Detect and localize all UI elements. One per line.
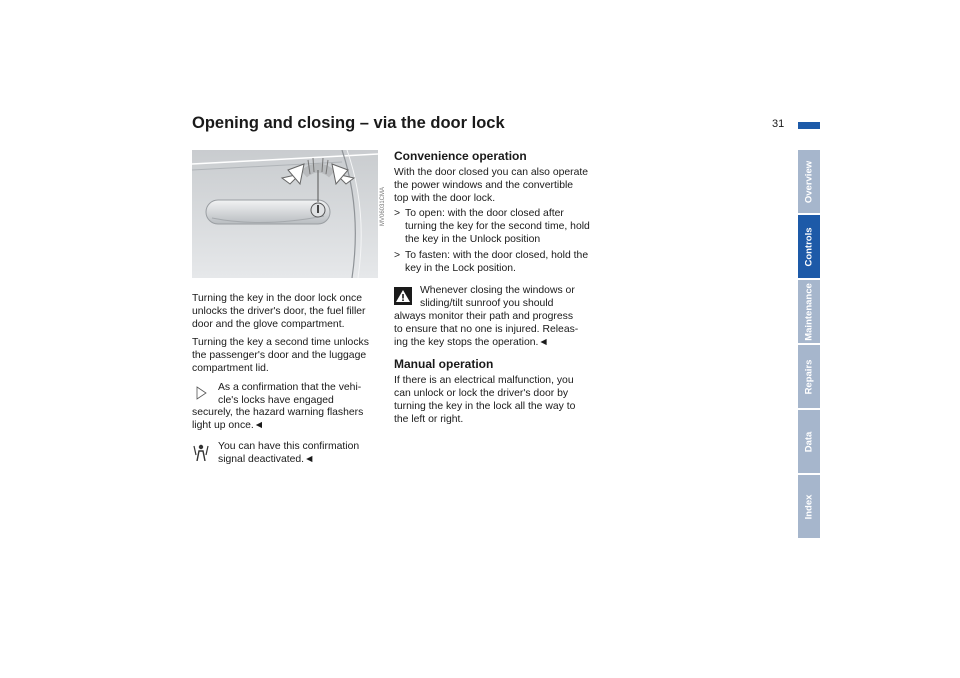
left-column: [192, 293, 382, 475]
tab-label: Overview: [803, 160, 815, 203]
page-title: Opening and closing – via the door lock: [192, 114, 505, 132]
list-item-text: To open: with the door closed after turning the key for the second time, hold the key in the Unlock position: [405, 208, 590, 245]
list-item-text: To fasten: with the door closed, hold the key in the Lock position.: [405, 249, 589, 274]
convenience-heading: Convenience operation: [394, 149, 527, 163]
warning-line: always monitor their path and progress: [394, 310, 574, 322]
tab-maintenance[interactable]: [798, 280, 820, 343]
confirmation-note: [192, 382, 382, 433]
figure-code: MV06031CMA: [380, 186, 386, 226]
note-line: light up once.◄: [192, 420, 265, 432]
paragraph: If there is an electrical malfunction, you can unlock or lock the driver's door by turning the key in the lock all the way to the left or right.: [394, 375, 576, 425]
paragraph: Turning the key a second time unlocks the passenger's door and the luggage compartment lid.: [192, 337, 369, 374]
manual-heading: Manual operation: [394, 357, 494, 372]
page-number: 31: [772, 118, 785, 130]
note-line: cle's locks have engaged: [218, 394, 334, 406]
tab-overview[interactable]: [798, 150, 820, 213]
note-line: signal deactivated.◄: [218, 453, 315, 465]
tab-controls[interactable]: [798, 215, 820, 278]
note-arrow-icon: [192, 384, 210, 402]
warning-line: Whenever closing the windows or: [420, 285, 575, 297]
bullet-arrow-icon: >: [394, 208, 401, 220]
bullet-arrow-icon: >: [394, 249, 401, 261]
tab-label: Repairs: [803, 359, 815, 394]
list-item: [394, 250, 590, 276]
note-line: You can have this confirmation: [218, 440, 360, 452]
warning-line: to ensure that no one is injured. Releas-: [394, 323, 579, 335]
service-note: [192, 441, 382, 467]
tab-label: Data: [803, 431, 815, 452]
right-column: [394, 149, 590, 433]
tab-label: Index: [803, 494, 815, 519]
warning-note: [394, 285, 590, 349]
page-number-bar: [798, 122, 820, 129]
warning-triangle-icon: [394, 287, 412, 305]
list-item: [394, 208, 590, 246]
tab-repairs[interactable]: [798, 345, 820, 408]
tab-label: Controls: [803, 226, 815, 267]
paragraph: Turning the key in the door lock once unlocks the driver's door, the fuel filler door and the glove compartment.: [192, 293, 366, 330]
section-tabs: [798, 150, 820, 540]
tab-data[interactable]: [798, 410, 820, 473]
tab-label: Maintenance: [803, 282, 815, 341]
mechanic-icon: [192, 443, 210, 461]
warning-line: ing the key stops the operation.◄: [394, 336, 549, 348]
warning-line: sliding/tilt sunroof you should: [420, 298, 554, 310]
tab-index[interactable]: [798, 475, 820, 538]
paragraph: With the door closed you can also operate the power windows and the convertible top with the door lock.: [394, 167, 589, 204]
note-line: As a confirmation that the vehi-: [218, 381, 362, 393]
door-lock-illustration: [192, 150, 378, 278]
note-line: securely, the hazard warning flashers: [192, 407, 364, 419]
